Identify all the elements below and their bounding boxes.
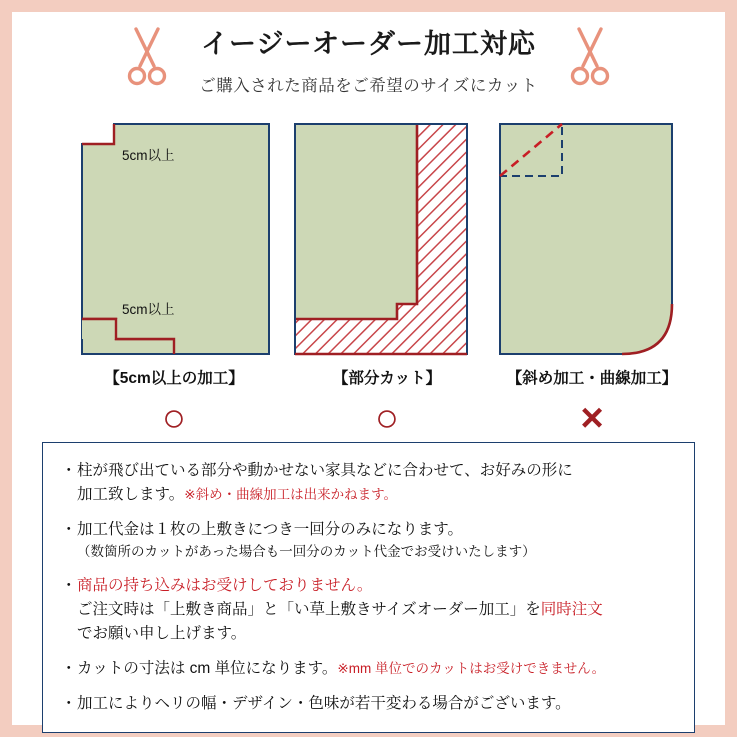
- note-bullet: ・: [61, 660, 77, 678]
- diagram-partial-cut: [287, 114, 487, 364]
- scissors-icon: [567, 26, 613, 88]
- note-line: 商品の持ち込みはお受けしておりません。: [77, 576, 373, 594]
- note-line: 柱が飛び出ている部分や動かせない家具などに合わせて、お好みの形に: [77, 462, 573, 479]
- diagram-caption-partial: 【部分カット】: [332, 369, 442, 387]
- note-item: [61, 692, 676, 716]
- note-line: でお願い申し上げます。: [77, 625, 247, 642]
- scissors-icon: [124, 26, 170, 88]
- diagram-caption-diagonal: 【斜め加工・曲線加工】: [506, 369, 678, 387]
- diagram-diagonal-curve: [492, 114, 692, 364]
- note-text: ご注文時は「上敷き商品」と「い草上敷きサイズオーダー加工」を: [77, 600, 541, 618]
- diagram-captions: [12, 366, 725, 392]
- diagram-row: [12, 114, 725, 440]
- note-body: [77, 574, 676, 646]
- diagram-label-5cm-top: 5cm以上: [122, 147, 175, 163]
- content-sheet: [12, 12, 725, 725]
- note-body: [77, 657, 676, 681]
- note-text-emphasis: ※mm 単位でのカットはお受けできません。: [337, 661, 606, 677]
- note-text: カットの寸法は cm 単位になります。: [77, 660, 338, 678]
- diagram-label-5cm-bottom: 5cm以上: [122, 301, 175, 317]
- note-item: [61, 657, 676, 681]
- diagram-marks: [12, 396, 725, 446]
- mark-ok-5cm: ○: [161, 395, 187, 440]
- mark-ok-partial: ○: [374, 395, 400, 440]
- note-bullet: ・: [61, 695, 77, 713]
- diagram-caption-5cm: 【5cm以上の加工】: [104, 369, 244, 387]
- note-body: [77, 459, 676, 507]
- note-text-emphasis: 同時注文: [540, 600, 603, 618]
- note-item: [61, 574, 676, 646]
- note-item: [61, 459, 676, 507]
- mark-ng-diagonal: ×: [580, 395, 604, 440]
- note-line: [77, 657, 676, 681]
- note-line: [77, 483, 676, 507]
- note-line: （数箇所のカットがあった場合も一回分のカット代金でお受けいたします）: [77, 544, 536, 560]
- note-body: [77, 518, 676, 563]
- note-line: 加工代金は１枚の上敷きにつき一回分のみになります。: [77, 521, 463, 539]
- header: [12, 12, 725, 96]
- note-text: 加工致します。: [77, 486, 185, 504]
- page-subtitle: ご購入された商品をご希望のサイズにカット: [199, 76, 538, 95]
- note-line: 加工によりヘリの幅・デザイン・色味が若干変わる場合がございます。: [77, 695, 571, 713]
- note-line: [77, 598, 676, 622]
- note-body: [77, 692, 676, 716]
- note-item: [61, 518, 676, 563]
- note-text-emphasis: ※斜め・曲線加工は出来かねます。: [184, 487, 397, 503]
- notes-box: [42, 442, 695, 733]
- note-bullet: ・: [61, 462, 77, 479]
- note-bullet: ・: [61, 576, 77, 594]
- note-bullet: ・: [61, 521, 77, 539]
- diagram-5cm: [74, 114, 274, 364]
- page-title: イージーオーダー加工対応: [201, 29, 536, 59]
